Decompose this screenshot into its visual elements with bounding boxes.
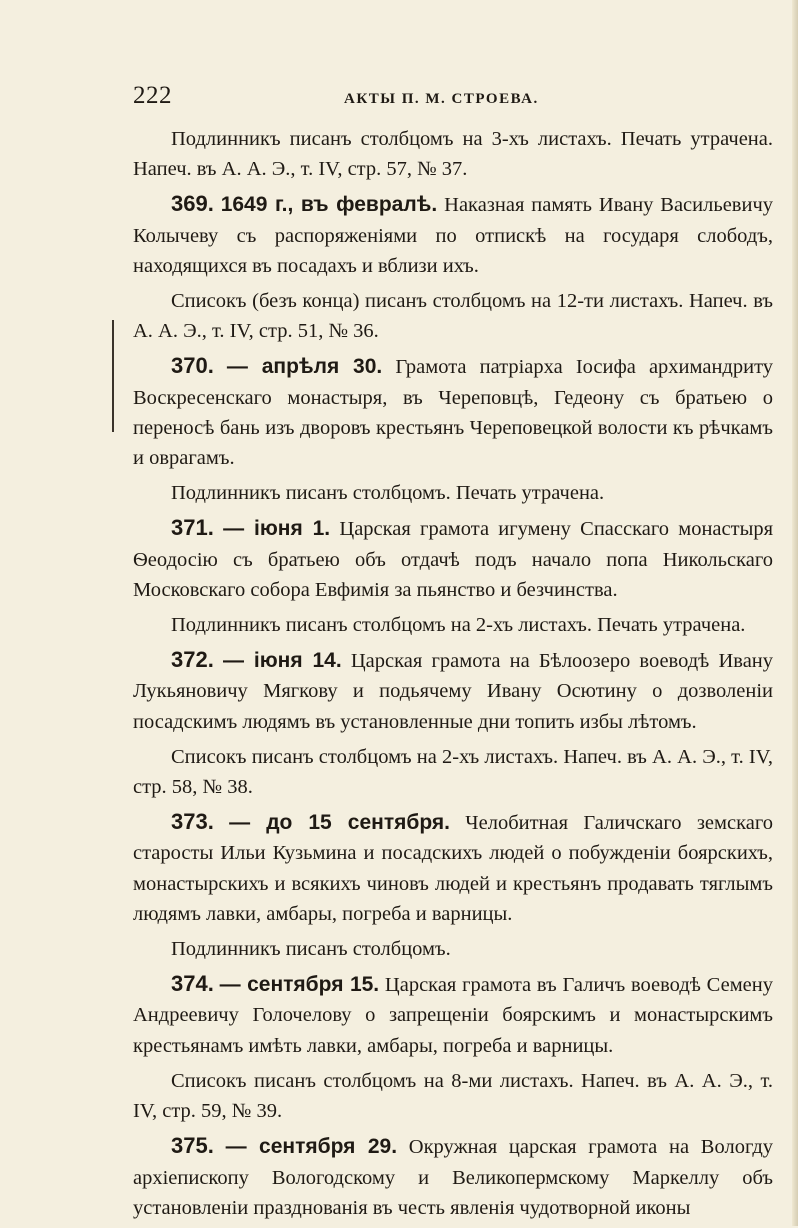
note-paragraph xyxy=(133,610,773,640)
entry-date: — іюня 1. xyxy=(223,517,331,541)
entry-text: Грамота патріарха Іосифа архимандриту Воскресенскаго монастыря, въ Череповцѣ, Гедеону съ братьею о переносѣ бань изъ дворовъ крестьянъ Череповецкой волости къ рѣчкамъ и оврагамъ. xyxy=(133,356,774,470)
entry-373 xyxy=(133,807,773,929)
entry-number: 369. xyxy=(171,191,214,217)
entry-text: Наказная память Ивану Васильевичу Колычеву съ распоряженіями по отпискѣ на государя слободъ, находящихся въ посадахъ и вблизи ихъ. xyxy=(133,194,774,277)
note-paragraph xyxy=(133,124,773,184)
entry-number: 372. xyxy=(171,647,214,673)
page-header xyxy=(133,82,773,122)
note-text: Списокъ писанъ столбцомъ на 2-хъ листахъ. Напеч. въ А. А. Э., т. IV, стр. 58, № 38. xyxy=(133,745,773,799)
note-paragraph xyxy=(133,478,773,508)
page-edge-shadow xyxy=(792,0,798,1226)
note-paragraph xyxy=(133,1066,773,1126)
body-text xyxy=(133,124,773,1228)
note-text: Подлинникъ писанъ столбцомъ. Печать утрачена. xyxy=(171,482,605,505)
note-text: Подлинникъ писанъ столбцомъ. xyxy=(171,938,451,961)
entry-number: 374. xyxy=(171,971,214,997)
entry-text: Челобитная Галичскаго земскаго старосты Ильи Кузьмина и посадскихъ людей о побужденіи боярскихъ, монастырскихъ и всякихъ чиновъ людей и крестьянъ продавать тяглымъ людямъ лавки, амбары, погреба и варницы. xyxy=(133,812,773,925)
entry-369 xyxy=(133,189,773,281)
entry-375 xyxy=(133,1131,773,1223)
entry-number: 370. xyxy=(171,353,214,379)
entry-date: — до 15 сентября. xyxy=(229,811,450,835)
entry-number: 375. xyxy=(171,1133,214,1159)
entry-date: — сентября 29. xyxy=(225,1135,398,1159)
entry-text: Царская грамота на Бѣлоозеро воеводѣ Ивану Лукьяновичу Мягкову и подьячему Ивану Осютину о дозволеніи посадскимъ людямъ въ установленные дни топить избы лѣтомъ. xyxy=(133,650,774,733)
entry-text: Царская грамота въ Галичъ воеводѣ Семену Андреевичу Голочелову о запрещеніи боярскимъ и монастырскимъ крестьянамъ имѣть лавки, амбары, погреба и варницы. xyxy=(133,974,773,1057)
entry-date: — сентября 15. xyxy=(219,973,380,997)
note-paragraph xyxy=(133,934,773,964)
entry-371 xyxy=(133,513,773,605)
note-paragraph xyxy=(133,286,773,346)
entry-374 xyxy=(133,969,773,1061)
entry-text: Окружная царская грамота на Вологду архіепископу Вологодскому и Великопермскому Маркеллу объ установленіи празднованія въ честь явленія чудотворной иконы xyxy=(133,1136,774,1219)
entry-372 xyxy=(133,645,773,737)
running-title: АКТЫ П. М. СТРОЕВА. xyxy=(344,91,539,107)
entry-date: — апрѣля 30. xyxy=(226,355,383,379)
entry-370 xyxy=(133,351,773,473)
entry-number: 371. xyxy=(171,515,214,541)
margin-pencil-mark xyxy=(112,320,118,432)
note-text: Подлинникъ писанъ столбцомъ на 2-хъ листахъ. Печать утрачена. xyxy=(171,614,746,637)
entry-date: 1649 г., въ февралѣ. xyxy=(220,193,438,217)
entry-number: 373. xyxy=(171,809,214,835)
entry-text: Царская грамота игумену Спасскаго монастыря Ѳеодосію съ братьею объ отдачѣ подъ начало попа Никольскаго Московскаго собора Евфимія за пьянство и безчинства. xyxy=(133,518,774,601)
note-text: Подлинникъ писанъ столбцомъ на 3-хъ листахъ. Печать утрачена. Напеч. въ А. А. Э., т. IV, стр. 57, № 37. xyxy=(133,128,773,181)
page-number: 222 xyxy=(133,82,172,109)
note-text: Списокъ писанъ столбцомъ на 8-ми листахъ. Напеч. въ А. А. Э., т. IV, стр. 59, № 39. xyxy=(133,1069,773,1123)
entry-date: — іюня 14. xyxy=(223,649,342,673)
note-paragraph xyxy=(133,742,773,802)
note-text: Списокъ (безъ конца) писанъ столбцомъ на 12-ти листахъ. Напеч. въ А. А. Э., т. IV, стр. 51, № 36. xyxy=(133,290,773,343)
